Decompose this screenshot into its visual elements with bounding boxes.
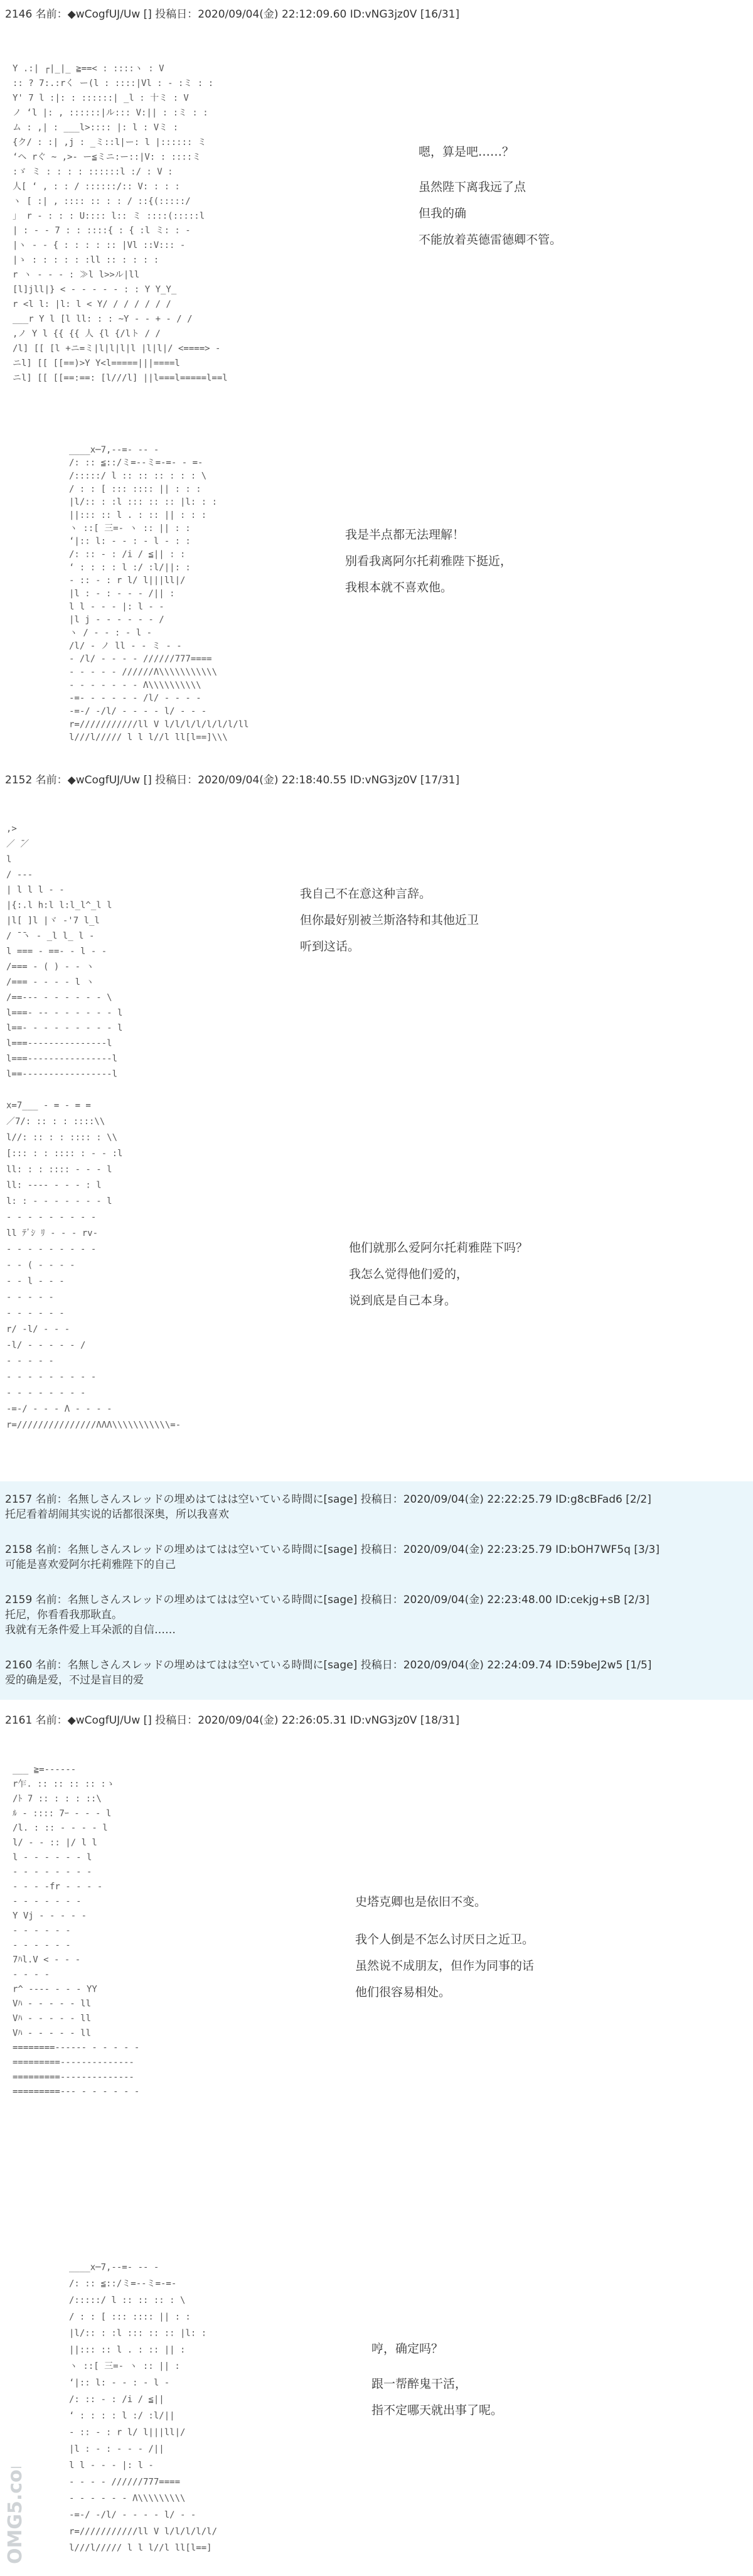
ascii-art-line: / : : [ ::: :::: || : :	[69, 2312, 191, 2322]
ascii-art-line: ‐ ‐ ‐ ‐ ‐ ‐	[13, 1940, 71, 1951]
ascii-art-line: /l. : :: ‐ ‐ ‐ ‐ l	[13, 1823, 108, 1833]
ascii-art-line: |l j ‐ ‐ ‐ ‐ ‐ ‐ /	[69, 614, 164, 625]
ascii-art-line: /=== ‐ ( ) ‐ ‐ ヽ	[6, 962, 95, 972]
ascii-art-line: ___r Y l [l ll: : : ~Y ‐ ‐ + ‐ / /	[13, 314, 193, 325]
ascii-art-line: ／ ̄／	[6, 839, 29, 849]
ascii-art-line: ‐=‐/ ‐/l/ ‐ ‐ ‐ ‐ l/ ‐ ‐ ‐	[69, 706, 207, 717]
ascii-art-line: ‐=‐/ ‐/l/ ‐ ‐ ‐ ‐ l/ ‐ ‐	[69, 2510, 196, 2521]
ascii-art-line: l l ‐ ‐ ‐ |: l ‐	[69, 2461, 154, 2471]
ascii-art-line: ／7/: :: : : ::::\\	[6, 1116, 105, 1127]
ascii-art-line: ‘|:: l: ‐ ‐ : ‐ l ‐ : :	[69, 536, 191, 547]
ascii-art-line: ‘ : : : : l :/ :l/||	[69, 2411, 175, 2422]
ascii-art-line: :ゞ ミ : : : : ::::::l :/ : V :	[13, 166, 173, 177]
ascii-art-line: /: :: ‐ : /i / ≦||	[69, 2394, 164, 2405]
ascii-art-line: r乍. :: :: :: :: :ゝ	[13, 1779, 115, 1790]
ascii-art-line: [l]jll|} < ‐ ‐ ‐ ‐ ‐ : : Y Y_Y_	[13, 284, 177, 295]
ascii-art-line: |ゝ : : : : : :ll :: : : : :	[13, 255, 159, 266]
ascii-art-line: l==‐‐‐‐‐‐‐‐‐‐‐‐‐‐‐‐‐l	[6, 1069, 118, 1080]
ascii-art-line: / ̄ ̄ヽ ‐ _l l_ l ‐	[6, 931, 95, 942]
ascii-art-line: 人[ ‘ , : : / ::::::/:: V: : : :	[13, 181, 180, 192]
ascii-art-line: ‐=‐/ ‐ ‐ ‐ Λ ‐ ‐ ‐ ‐	[6, 1404, 112, 1415]
post-header: 2152 名前：◆wCogfUJ/Uw [] 投稿日：2020/09/04(金) 22:18:40.55 ID:vNG3jz0V [17/31]	[5, 774, 460, 786]
ascii-art-line: ‐ ‐ ‐ ‐ ‐ //////Λ\\\\\\\\\\\	[69, 667, 218, 677]
ascii-art-line: ‐ :: ‐ : r l/ l|||ll|/	[69, 576, 186, 586]
ascii-art-line: =========‐‐‐‐‐‐‐‐‐‐‐‐‐‐	[13, 2072, 134, 2083]
reply-text: 可能是喜欢爱阿尔托莉雅陛下的自己	[5, 1559, 176, 1571]
ascii-art-line: ヽ ::[ 三=‐ ヽ :: || :	[69, 2361, 180, 2372]
ascii-art-line: l//: :: : : :::: : \\	[6, 1132, 118, 1143]
ascii-art-line: 」 r ‐ : : : U:::: l:: ミ ::::(:::::l	[13, 211, 205, 222]
ascii-art-line: ノ ‘l |: , ::::::|ル::: V:|| : :ミ : :	[13, 107, 208, 118]
ascii-art-line: |l/:: : :l ::: :: :: |l: :	[69, 2328, 207, 2339]
dialogue-line: 虽然陛下离我远了点	[419, 180, 526, 194]
ascii-art-line: r <l l: |l: l < Y/ / / / / / /	[13, 299, 171, 310]
ascii-art-line: ‐ ‐ ‐ ‐ ‐ ‐ ‐	[13, 1896, 82, 1907]
ascii-art-line: | l l l ‐ ‐	[6, 885, 65, 896]
ascii-art-line: ‐ ‐ ‐ ‐ ‐ ‐ ‐ ‐ ‐	[6, 1212, 97, 1223]
ascii-art-line: ‘ヘ rぐ ~ ,>‐ ー≦ミニ:ー::|V: : ::::ミ	[13, 152, 201, 163]
ascii-art-line: ‐=‐ ‐ ‐ ‐ ‐ ‐ /l/ ‐ ‐ ‐ ‐	[69, 693, 201, 704]
ascii-art-line: ‐ ‐ ‐ ‐ ‐ ‐ ‐ ‐ ‐	[6, 1244, 97, 1255]
dialogue-line: 虽然说不成朋友，但作为同事的话	[355, 1959, 535, 1973]
knight-smiling-face-art-svg	[13, 56, 439, 395]
dialogue-line: 跟一帮醉鬼干活，	[371, 2377, 467, 2391]
dialogue-line: 他们很容易相处。	[355, 1985, 451, 1999]
dialogue-line: 我怎么觉得他们爱的，	[349, 1267, 469, 1281]
ascii-art-line: ‘ : : : : l :/ :l/||: :	[69, 562, 191, 573]
ascii-art-line: ‐ ‐ ‐ ‐ //////777====	[69, 2477, 181, 2487]
reply-text: 托尼看着胡闹其实说的话都很深奥，所以我喜欢	[5, 1508, 229, 1521]
ascii-art-line: {ク/ : :| ,j : _ミ::l|ー: l |:::::: ミ	[13, 137, 206, 148]
watermark-text: OMG5.com	[4, 2467, 26, 2564]
dialogue-line: 他们就那么爱阿尔托莉雅陛下吗？	[349, 1241, 528, 1255]
ascii-art-line: /==‐‐‐ ‐ ‐ ‐ ‐ ‐ ‐ \	[6, 992, 112, 1003]
ascii-art-line: ll: : : :::: ‐ ‐ ‐ l	[6, 1164, 112, 1175]
ascii-art-line: l===‐‐‐‐‐‐‐‐‐‐‐‐‐‐‐l	[6, 1038, 112, 1049]
ascii-art-line: l l ‐ ‐ ‐ |: l ‐ ‐	[69, 601, 164, 612]
reply-header: 2158 名前：名無しさんスレッドの埋めはてはは空いている時間に[sage] 投稿日：2020/09/04(金) 22:23:25.79 ID:bOH7WF5q [3/3]	[5, 1543, 660, 1556]
ascii-art-line: Y .:| ┌|_|_ ≧==< : ::::ヽ : V	[13, 63, 164, 74]
ascii-art-line: ‐ ‐ ‐ ‐	[13, 1970, 50, 1980]
ascii-art-line: l==‐ ‐ ‐ ‐ ‐ ‐ ‐ ‐ ‐ l	[6, 1023, 123, 1034]
ascii-art-line: :: ? 7:.:rく ー(l : ::::|Vl : ‐ :ミ : :	[13, 78, 214, 89]
ascii-art-line: /: :: ‐ : /i / ≦|| : :	[69, 549, 186, 560]
ascii-art-line: r ヽ ‐ ‐ ‐ : ≫l l>>ル|ll	[13, 270, 140, 281]
ascii-art-line: l///l///// l l l//l ll[l==]	[69, 2543, 212, 2553]
ascii-art-line: ll ﾃﾞｼ ﾘ ‐ ‐ ‐ rv‐	[6, 1228, 99, 1239]
reply-header: 2160 名前：名無しさんスレッドの埋めはてはは空いている時間に[sage] 投稿日：2020/09/04(金) 22:24:09.74 ID:59beJ2w5 [1/5]	[5, 1659, 652, 1672]
dialogue-line: 指不定哪天就出事了呢。	[371, 2403, 503, 2417]
dialogue-line: 别看我离阿尔托莉雅陛下挺近，	[345, 554, 513, 568]
dialogue-line: 但你最好别被兰斯洛特和其他近卫	[300, 913, 479, 927]
ascii-art-line: ‐ ‐ ‐ ‐ ‐	[6, 1356, 54, 1366]
dialogue-line: 史塔克卿也是依旧不变。	[355, 1895, 487, 1909]
ascii-art-line: l===‐‐‐‐‐‐‐‐‐‐‐‐‐‐‐‐l	[6, 1054, 118, 1065]
ascii-art-line: Y' 7 l :|: : ::::::| _l : 十ミ : V	[13, 93, 189, 104]
ascii-art-line: Vﾊ ‐ ‐ ‐ ‐ ‐ ll	[13, 2014, 92, 2024]
post-header: 2146 名前：◆wCogfUJ/Uw [] 投稿日：2020/09/04(金) 22:12:09.60 ID:vNG3jz0V [16/31]	[5, 8, 460, 21]
ascii-art-line: ||::: :: l . : :: || :	[69, 2344, 186, 2355]
ascii-art-line: /: :: ≦::/ミ=‐‐ミ=‐=‐	[69, 2278, 177, 2289]
ascii-art-line: | : ‐ ‐ 7 : : ::::{ : { :l ミ: : ‐	[13, 225, 191, 236]
reply-header: 2159 名前：名無しさんスレッドの埋めはてはは空いている時間に[sage] 投稿日：2020/09/04(金) 22:23:48.00 ID:cekjg+sB [2/3]	[5, 1594, 649, 1606]
ascii-art-line: ‐ /l/ ‐ ‐ ‐ ‐ //////777====	[69, 654, 212, 665]
reply-text: 我就有无条件爱上耳朵派的自信……	[5, 1624, 176, 1636]
ascii-art-line: /:::::/ l :: :: :: : \	[69, 2295, 186, 2305]
ascii-art-line: /l] [[ [l +ニ=ミ|l|l|l|l |l|l|/ <====> ‐	[13, 343, 221, 354]
ascii-art-line: ‐ ‐ ‐ ‐ ‐ ‐	[13, 1926, 71, 1936]
ascii-art-line: |l : ‐ : ‐ ‐ ‐ /|| :	[69, 589, 175, 599]
ascii-art-line: l/ ‐ ‐ :: |/ l l	[13, 1838, 97, 1848]
ascii-art-line: r^ ‐‐‐‐ ‐ ‐ ‐ YY	[13, 1984, 97, 1995]
ascii-art-line: [::: : : :::: : ‐ ‐ :l	[6, 1148, 123, 1159]
ascii-art-line: /=== ‐ ‐ ‐ ‐ l ヽ	[6, 977, 95, 987]
ascii-art-line: ||::: :: l . : :: || : : :	[69, 510, 207, 520]
ascii-art-line: ム : ,| : ___l>:::: |: l : Vミ :	[13, 122, 179, 133]
ascii-art-line: l: : ‐ ‐ ‐ ‐ ‐ ‐ ‐ l	[6, 1196, 112, 1207]
ascii-art-line: l ‐ ‐ ‐ ‐ ‐ ‐ l	[13, 1852, 92, 1863]
dialogue-line: 说到底是自己本身。	[349, 1294, 457, 1307]
ascii-art-line: ニl] [[ [[==:==: [l///l] ||l===l=====l==l	[13, 373, 228, 384]
ascii-art-line: ヽ / ‐ ‐ : ‐ l ‐	[69, 628, 152, 638]
dialogue-line: 哼，确定吗？	[371, 2342, 444, 2356]
ascii-art-line: ___ ≧=‐‐‐‐‐‐	[13, 1764, 77, 1775]
ascii-art-line: r/ ‐l/ ‐ ‐ ‐	[6, 1324, 70, 1334]
ascii-art-line: /ﾄ 7 :: : : : ::\	[13, 1794, 102, 1804]
ascii-art-line: ‐ ‐ l ‐ ‐ ‐	[6, 1276, 65, 1287]
ascii-art-line: ヽ [ :| , :::: :: : : / ::{(:::::/	[13, 196, 191, 207]
ascii-art-line: ‐ ‐ ( ‐ ‐ ‐ ‐	[6, 1260, 75, 1270]
ascii-art-line: Y Vj ‐ ‐ ‐ ‐ ‐	[13, 1911, 87, 1921]
ascii-art-line: =========‐‐‐ ‐ ‐ ‐ ‐ ‐ ‐	[13, 2086, 140, 2097]
ascii-art-line: ========‐‐‐‐‐‐ ‐ ‐ ‐ ‐ ‐	[13, 2042, 140, 2053]
dialogue-line: 我根本就不喜欢他。	[345, 581, 453, 594]
ascii-art-line: / ‐‐‐	[6, 869, 33, 880]
reply-block	[0, 1481, 753, 1700]
ascii-art-line: ‐ ‐ ‐ ‐ ‐	[6, 1292, 54, 1302]
ascii-art-line: ‐ ‐ ‐ ‐fr ‐ ‐ ‐ ‐	[13, 1882, 103, 1892]
ascii-art-line: /:::::/ l :: :: :: : : : \	[69, 471, 207, 481]
dialogue-line: 我个人倒是不怎么讨厌日之近卫。	[355, 1933, 535, 1946]
ascii-art-line: ヽ ::[ 三=‐ ヽ :: || : :	[69, 523, 191, 534]
site-watermark-logo	[3, 2467, 28, 2567]
ascii-art-line: ‐ ‐ ‐ ‐ ‐ ‐ Λ\\\\\\\\\	[69, 2493, 186, 2504]
ascii-art-line: ‐ :: ‐ : r l/ l|||ll|/	[69, 2427, 186, 2438]
ascii-art-line: |l : ‐ : ‐ ‐ ‐ /||	[69, 2444, 164, 2454]
ascii-art-line: ‐ ‐ ‐ ‐ ‐ ‐ ‐ ‐	[6, 1388, 86, 1398]
ascii-art-line: ,>	[6, 824, 17, 834]
ascii-art-line: ‘|:: l: ‐ ‐ : ‐ l ‐	[69, 2378, 170, 2388]
ascii-art-line: r=///////////////ΛΛΛ\\\\\\\\\\\=‐	[6, 1420, 181, 1430]
ascii-art-line: ____x─7,‐‐=‐ ‐‐ ‐	[69, 2262, 159, 2273]
ascii-art-line: x=7___ ‐ = ‐ = =	[6, 1100, 91, 1111]
ascii-art-line: |l[ ]l |ヾ ‐'7 l_l	[6, 916, 100, 926]
knight-smiling-face-art	[13, 56, 439, 395]
ascii-art-line: r=///////////ll V l/l/l/l/l/l/l/ll	[69, 719, 249, 730]
ascii-art-line: =========‐‐‐‐‐‐‐‐‐‐‐‐‐‐	[13, 2058, 134, 2068]
reply-text: 托尼，你看看我那耿直。	[5, 1609, 122, 1621]
ascii-art-line: |{:.l h:l l:l_l^_l l	[6, 900, 112, 911]
ascii-art-line: l///l///// l l l//l ll[l==]\\\	[69, 733, 228, 743]
reply-header: 2157 名前：名無しさんスレッドの埋めはてはは空いている時間に[sage] 投稿日：2020/09/04(金) 22:22:25.79 ID:g8cBFad6 [2/2]	[5, 1493, 651, 1506]
dialogue-line: 但我的确	[419, 207, 467, 220]
cloaked-hat-figure-art-svg	[6, 816, 333, 1092]
ascii-art-line: ,ノ Y l {{ {{ 人 {l {/lト / /	[13, 329, 161, 340]
cloaked-hat-figure-art	[6, 816, 333, 1092]
ascii-art-line: Vﾊ ‐ ‐ ‐ ‐ ‐ ll	[13, 2028, 92, 2039]
dialogue-line: 听到这话。	[300, 940, 360, 953]
ascii-art-line: ‐ ‐ ‐ ‐ ‐ ‐ ‐ ‐ ‐	[6, 1372, 97, 1383]
ascii-art-line: ニl] [[ [[==)>Y Y<l=====|||====l	[13, 358, 180, 369]
ascii-art-line: |ヽ ‐ ‐ { : : : : :: |Vl ::V::: ‐	[13, 240, 186, 251]
ascii-art-line: l	[6, 854, 12, 865]
ascii-art-line: /l/ ‐ ノ ll ‐ ‐ ミ ‐ ‐	[69, 641, 182, 652]
ascii-art-line: Vﾊ ‐ ‐ ‐ ‐ ‐ ll	[13, 1999, 92, 2009]
reply-text: 爱的确是爱，不过是盲目的爱	[5, 1674, 144, 1687]
ascii-art-line: ll: ‐‐‐‐ ‐ ‐ ‐ : l	[6, 1180, 102, 1191]
ascii-art-line: ____x─7,‐‐=‐ ‐‐ ‐	[69, 444, 159, 455]
ascii-art-line: ‐ ‐ ‐ ‐ ‐ ‐ ‐ Λ\\\\\\\\\\	[69, 680, 201, 690]
ascii-art-line: ‐l/ ‐ ‐ ‐ ‐ ‐ /	[6, 1340, 86, 1351]
post-header: 2161 名前：◆wCogfUJ/Uw [] 投稿日：2020/09/04(金) 22:26:05.31 ID:vNG3jz0V [18/31]	[5, 1714, 460, 1727]
dialogue-line: 我自己不在意这种言辞。	[300, 887, 432, 901]
ascii-art-line: ‐ ‐ ‐ ‐ ‐ ‐	[6, 1308, 65, 1319]
ascii-art-line: / : : [ ::: :::: || : : :	[69, 484, 201, 495]
dialogue-line: 嗯，算是吧……？	[419, 145, 515, 159]
ascii-art-line: /: :: ≦::/ミ=‐‐ミ=‐=‐ ‐ =‐	[69, 458, 203, 468]
dialogue-line: 不能放着英德雷德卿不管。	[419, 233, 562, 247]
ascii-art-line: 7ﾊl.V < ‐ ‐ ‐	[13, 1955, 81, 1965]
ascii-art-line: ﾙ ‐ :::: 7ｰ ‐ ‐ ‐ l	[13, 1808, 112, 1819]
ascii-art-line: l===‐ ‐‐ ‐ ‐ ‐ ‐ ‐ ‐ l	[6, 1007, 123, 1018]
ascii-art-line: ‐ ‐ ‐ ‐ ‐ ‐ ‐ ‐	[13, 1867, 92, 1877]
dialogue-line: 我是半点都无法理解！	[345, 528, 465, 542]
ascii-art-line: r=///////////ll V l/l/l/l/l/	[69, 2526, 218, 2537]
ascii-art-line: l === ‐ ==‐ ‐ l ‐ ‐	[6, 947, 107, 957]
ascii-art-line: |l/:: : :l ::: :: :: |l: : :	[69, 497, 218, 508]
